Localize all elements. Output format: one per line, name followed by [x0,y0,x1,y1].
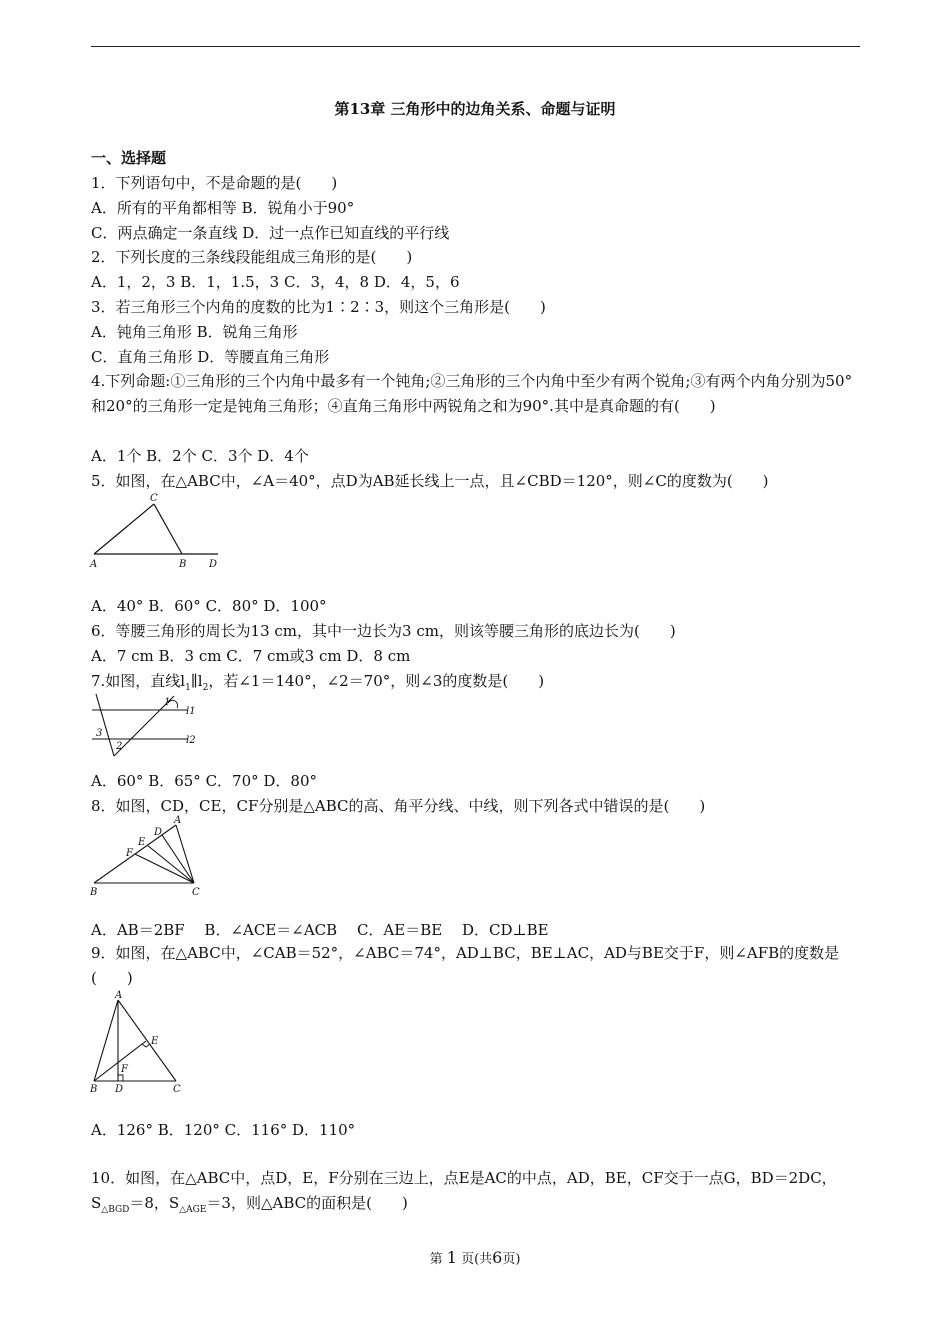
q7-subscript-1: 1 [185,683,191,693]
q6-options: A．7 cm B．3 cm C．7 cm或3 cm D．8 cm [91,647,411,665]
q9-options: A．126° B．120° C．116° D．110° [91,1121,356,1139]
footer-total-pages: 6 [492,1248,503,1267]
q8-label-d: D [154,827,163,838]
q6-stem: 6．等腰三角形的周长为13 cm，其中一边长为3 cm，则该等腰三角形的底边长为( ) [91,622,676,640]
q9-label-e: E [151,1036,159,1047]
q1-options-cd: C．两点确定一条直线 D．过一点作已知直线的平行线 [91,224,450,242]
footer-page-number: 1 [446,1248,457,1267]
q7-label-l1: l1 [186,706,196,717]
q8-label-e: E [138,837,146,848]
q10-stem [91,1166,861,1223]
q5-label-c: C [150,493,158,504]
q2-options: A．1，2，3 B．1，1.5，3 C．3，4，8 D．4，5，6 [91,273,460,291]
q5-options: A．40° B．60° C．80° D．100° [91,597,327,615]
page-title: 第13章 三角形中的边角关系、命题与证明 [334,100,616,118]
q9-stem: 9．如图，在△ABC中，∠CAB＝52°，∠ABC＝74°，AD⊥BC，BE⊥AC，AD与BE交于F，则∠AFB的度数是( ) [91,944,840,987]
footer-post: 页) [502,1252,521,1267]
q8-stem: 8．如图，CD，CE，CF分别是△ABC的高、角平分线、中线，则下列各式中错误的是( ) [91,797,706,815]
q5-label-d: D [209,559,218,570]
q3-options-ab: A．钝角三角形 B．锐角三角形 [91,323,298,341]
q7-options: A．60° B．65° C．70° D．80° [91,772,318,790]
q7-stem-part-a: 7.如图，直线l [91,672,186,690]
q10-stem-part-a: 10．如图，在△ABC中，点D，E，F分别在三边上，点E是AC的中点，AD，BE，CF交于一点G，BD＝2DC，S [91,1169,837,1212]
q9-label-c: C [173,1084,181,1095]
q10-stem-part-c: ＝3，则△ABC的面积是( ) [206,1194,408,1212]
q9-figure [88,988,188,1094]
q1-options-ab: A．所有的平角都相等 B．锐角小于90° [91,199,355,217]
q10-subscript-age: △AGE [179,1205,207,1215]
q2-stem: 2．下列长度的三条线段能组成三角形的是( ) [91,248,413,266]
q3-options-cd: C．直角三角形 D．等腰直角三角形 [91,348,330,366]
footer-pre: 第 [429,1252,443,1267]
q8-label-f: F [126,848,133,859]
footer-mid: 页(共 [461,1252,493,1267]
q9-label-b: B [90,1084,98,1095]
q9-label-f: F [121,1064,128,1075]
q7-label-l2: l2 [186,735,196,746]
page-footer [0,1248,950,1267]
header-rule [91,46,860,47]
q7-label-1: 1 [164,697,171,708]
q10-stem-part-b: ＝8，S [129,1194,180,1212]
q8-label-b: B [90,887,98,898]
q7-subscript-2: 2 [202,683,209,693]
q8-label-c: C [192,887,200,898]
q1-stem: 1．下列语句中，不是命题的是( ) [91,174,338,192]
q9-label-d: D [115,1084,124,1095]
q5-stem: 5．如图，在△ABC中，∠A＝40°，点D为AB延长线上一点，且∠CBD＝120°，则∠C的度数为( ) [91,472,769,490]
q8-options: A．AB＝2BF B．∠ACE＝∠ACB C．AE＝BE D．CD⊥BE [91,921,549,939]
q8-label-a: A [174,815,182,826]
q7-label-3: 3 [96,728,103,739]
q10-subscript-bgd: △BGD [101,1205,130,1215]
q7-stem-part-c: ，若∠1＝140°，∠2＝70°，则∠3的度数是( ) [208,672,545,690]
q3-stem: 3．若三角形三个内角的度数的比为1∶2∶3，则这个三角形是( ) [91,298,546,316]
q9-label-a: A [115,990,123,1001]
q5-figure [88,490,228,570]
q8-figure [88,815,208,899]
q4-options: A．1个 B．2个 C．3个 D．4个 [91,447,309,465]
q5-label-b: B [179,559,187,570]
q7-figure [88,692,208,762]
q7-label-2: 2 [116,741,123,752]
q7-stem-part-b: ∥l [190,672,203,690]
q4-stem: 4.下列命题:①三角形的三个内角中最多有一个钝角;②三角形的三个内角中至少有两个锐角;③有两个内角分别为50°和20°的三角形一定是钝角三角形；④直角三角形中两锐角之和为90°.其中是真命题的有( ) [91,372,853,415]
section-heading: 一、选择题 [91,149,167,167]
q5-label-a: A [90,559,98,570]
